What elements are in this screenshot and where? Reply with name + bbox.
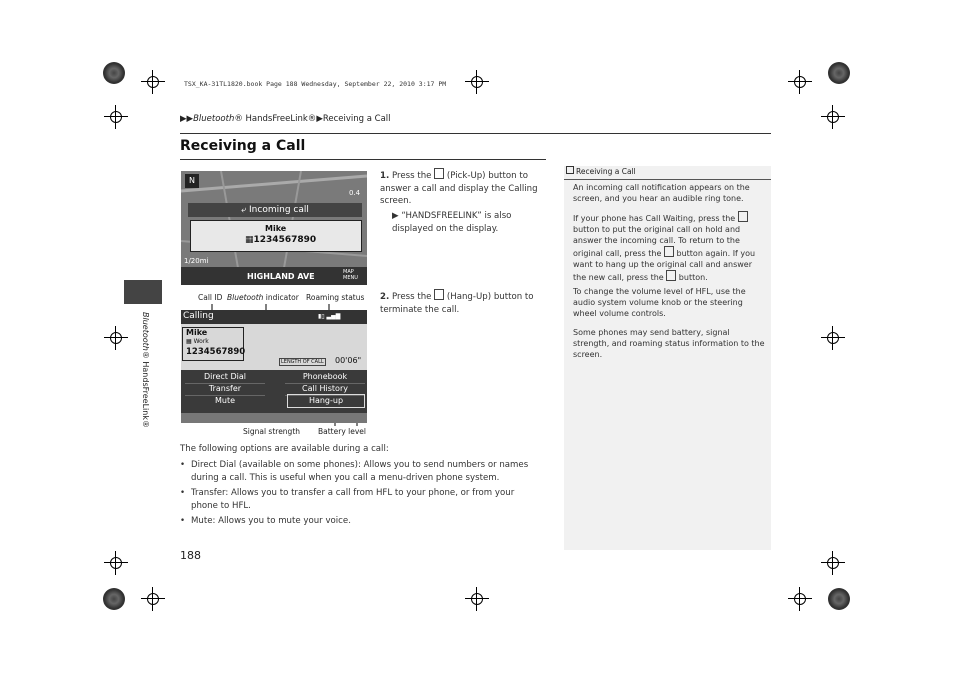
- call-timer: 00'06": [335, 356, 362, 365]
- map-scale: 1/20mi: [184, 257, 209, 265]
- note-paragraph-3: To change the volume level of HFL, use the audio system volume knob or the steering wheel volume controls.: [573, 287, 746, 318]
- registration-mark: [828, 588, 850, 610]
- registration-mark: [828, 62, 850, 84]
- title-rule: [180, 159, 546, 160]
- street-name: HIGHLAND AVE: [247, 272, 315, 281]
- length-label: LENGTH OF CALL: [281, 359, 324, 365]
- note-paragraph-4: Some phones may send battery, signal strength, and roaming status information to the screen.: [573, 328, 765, 359]
- calling-screen: [181, 310, 367, 423]
- phonebook-button[interactable]: Phonebook: [285, 371, 365, 384]
- transfer-button[interactable]: Transfer: [185, 383, 265, 396]
- incoming-call-screen: [181, 171, 367, 285]
- callout-signal: Signal strength: [243, 427, 301, 436]
- header-rule: [180, 133, 771, 134]
- north-indicator: N: [185, 174, 199, 188]
- registration-mark: [103, 62, 125, 84]
- print-header: TSX_KA-31TL1820.book Page 188 Wednesday, September 22, 2010 3:17 PM: [184, 80, 447, 88]
- caller-type: ▦ Work: [186, 338, 209, 345]
- callout-battery: Battery level: [318, 427, 366, 436]
- incoming-banner: ⤶ Incoming call: [188, 203, 362, 217]
- option-direct-dial: • Direct Dial (available on some phones): Allows you to send numbers or names during a call. This is useful when you call a menu-driven phone system.: [191, 459, 541, 484]
- distance-readout: 0.4: [349, 189, 361, 197]
- page-number: 188: [180, 549, 201, 562]
- step-1-sub: ▶ “HANDSFREELINK” is also displayed on the display.: [392, 211, 512, 234]
- callout-roaming: Roaming status: [306, 293, 365, 302]
- hang-up-icon: [666, 270, 676, 281]
- crop-mark: [821, 551, 845, 575]
- note-rule: [564, 179, 771, 180]
- callout-call-id: Call ID: [198, 293, 223, 302]
- section-label: Bluetooth® HandsFreeLink®: [141, 312, 150, 428]
- hang-up-icon: [434, 289, 444, 300]
- hang-up-button[interactable]: Hang-up: [287, 394, 365, 408]
- arrow-icon: ▶: [392, 211, 399, 221]
- page-title: Receiving a Call: [180, 138, 306, 154]
- crop-mark: [104, 551, 128, 575]
- caller-name: Mike: [265, 224, 287, 233]
- crop-mark: [141, 70, 165, 94]
- caller-number: ▦1234567890: [245, 235, 317, 245]
- options-intro: The following options are available during a call:: [180, 444, 389, 454]
- note-icon: [566, 166, 574, 174]
- crop-mark: [788, 70, 812, 94]
- pick-up-icon: [738, 211, 748, 222]
- crop-mark: [821, 105, 845, 129]
- caller-name: Mike: [186, 328, 208, 337]
- pick-up-icon: [664, 246, 674, 257]
- note-heading: Receiving a Call: [566, 166, 636, 176]
- direct-dial-button[interactable]: Direct Dial: [185, 371, 265, 384]
- status-icons: ▮▯ ▃▅▇: [318, 313, 341, 320]
- step-1: 1. Press the (Pick-Up) button to answer a call and display the Calling screen.: [380, 168, 545, 208]
- pick-up-icon: [434, 168, 444, 179]
- map-menu-button: MAP MENU: [343, 269, 358, 281]
- step-2: 2. Press the (Hang-Up) button to terminate the call.: [380, 289, 545, 316]
- mute-button[interactable]: Mute: [214, 396, 236, 405]
- option-mute: • Mute: Allows you to mute your voice.: [191, 515, 541, 528]
- crop-mark: [465, 70, 489, 94]
- crop-mark: [104, 105, 128, 129]
- note-paragraph-2: If your phone has Call Waiting, press the button to put the original call on hold and answer the incoming call. To return to the original call, press the button again. If you want to hang up the original call and answer the new call, press the button.: [573, 211, 765, 283]
- crop-mark: [104, 326, 128, 350]
- registration-mark: [103, 588, 125, 610]
- note-paragraph-1: An incoming call notification appears on the screen, and you hear an audible ring tone.: [573, 183, 750, 203]
- section-tab: [124, 280, 162, 304]
- calling-header: Calling: [183, 311, 214, 321]
- crop-mark: [465, 587, 489, 611]
- callout-bluetooth-indicator: Bluetooth indicator: [227, 293, 299, 302]
- call-history-button[interactable]: Call History: [285, 383, 365, 396]
- crop-mark: [788, 587, 812, 611]
- crop-mark: [821, 326, 845, 350]
- option-transfer: • Transfer: Allows you to transfer a call from HFL to your phone, or from your phone to HFL.: [191, 487, 541, 512]
- breadcrumb: ▶▶Bluetooth® HandsFreeLink®▶Receiving a Call: [180, 114, 391, 124]
- caller-number: 1234567890: [186, 347, 246, 357]
- crop-mark: [141, 587, 165, 611]
